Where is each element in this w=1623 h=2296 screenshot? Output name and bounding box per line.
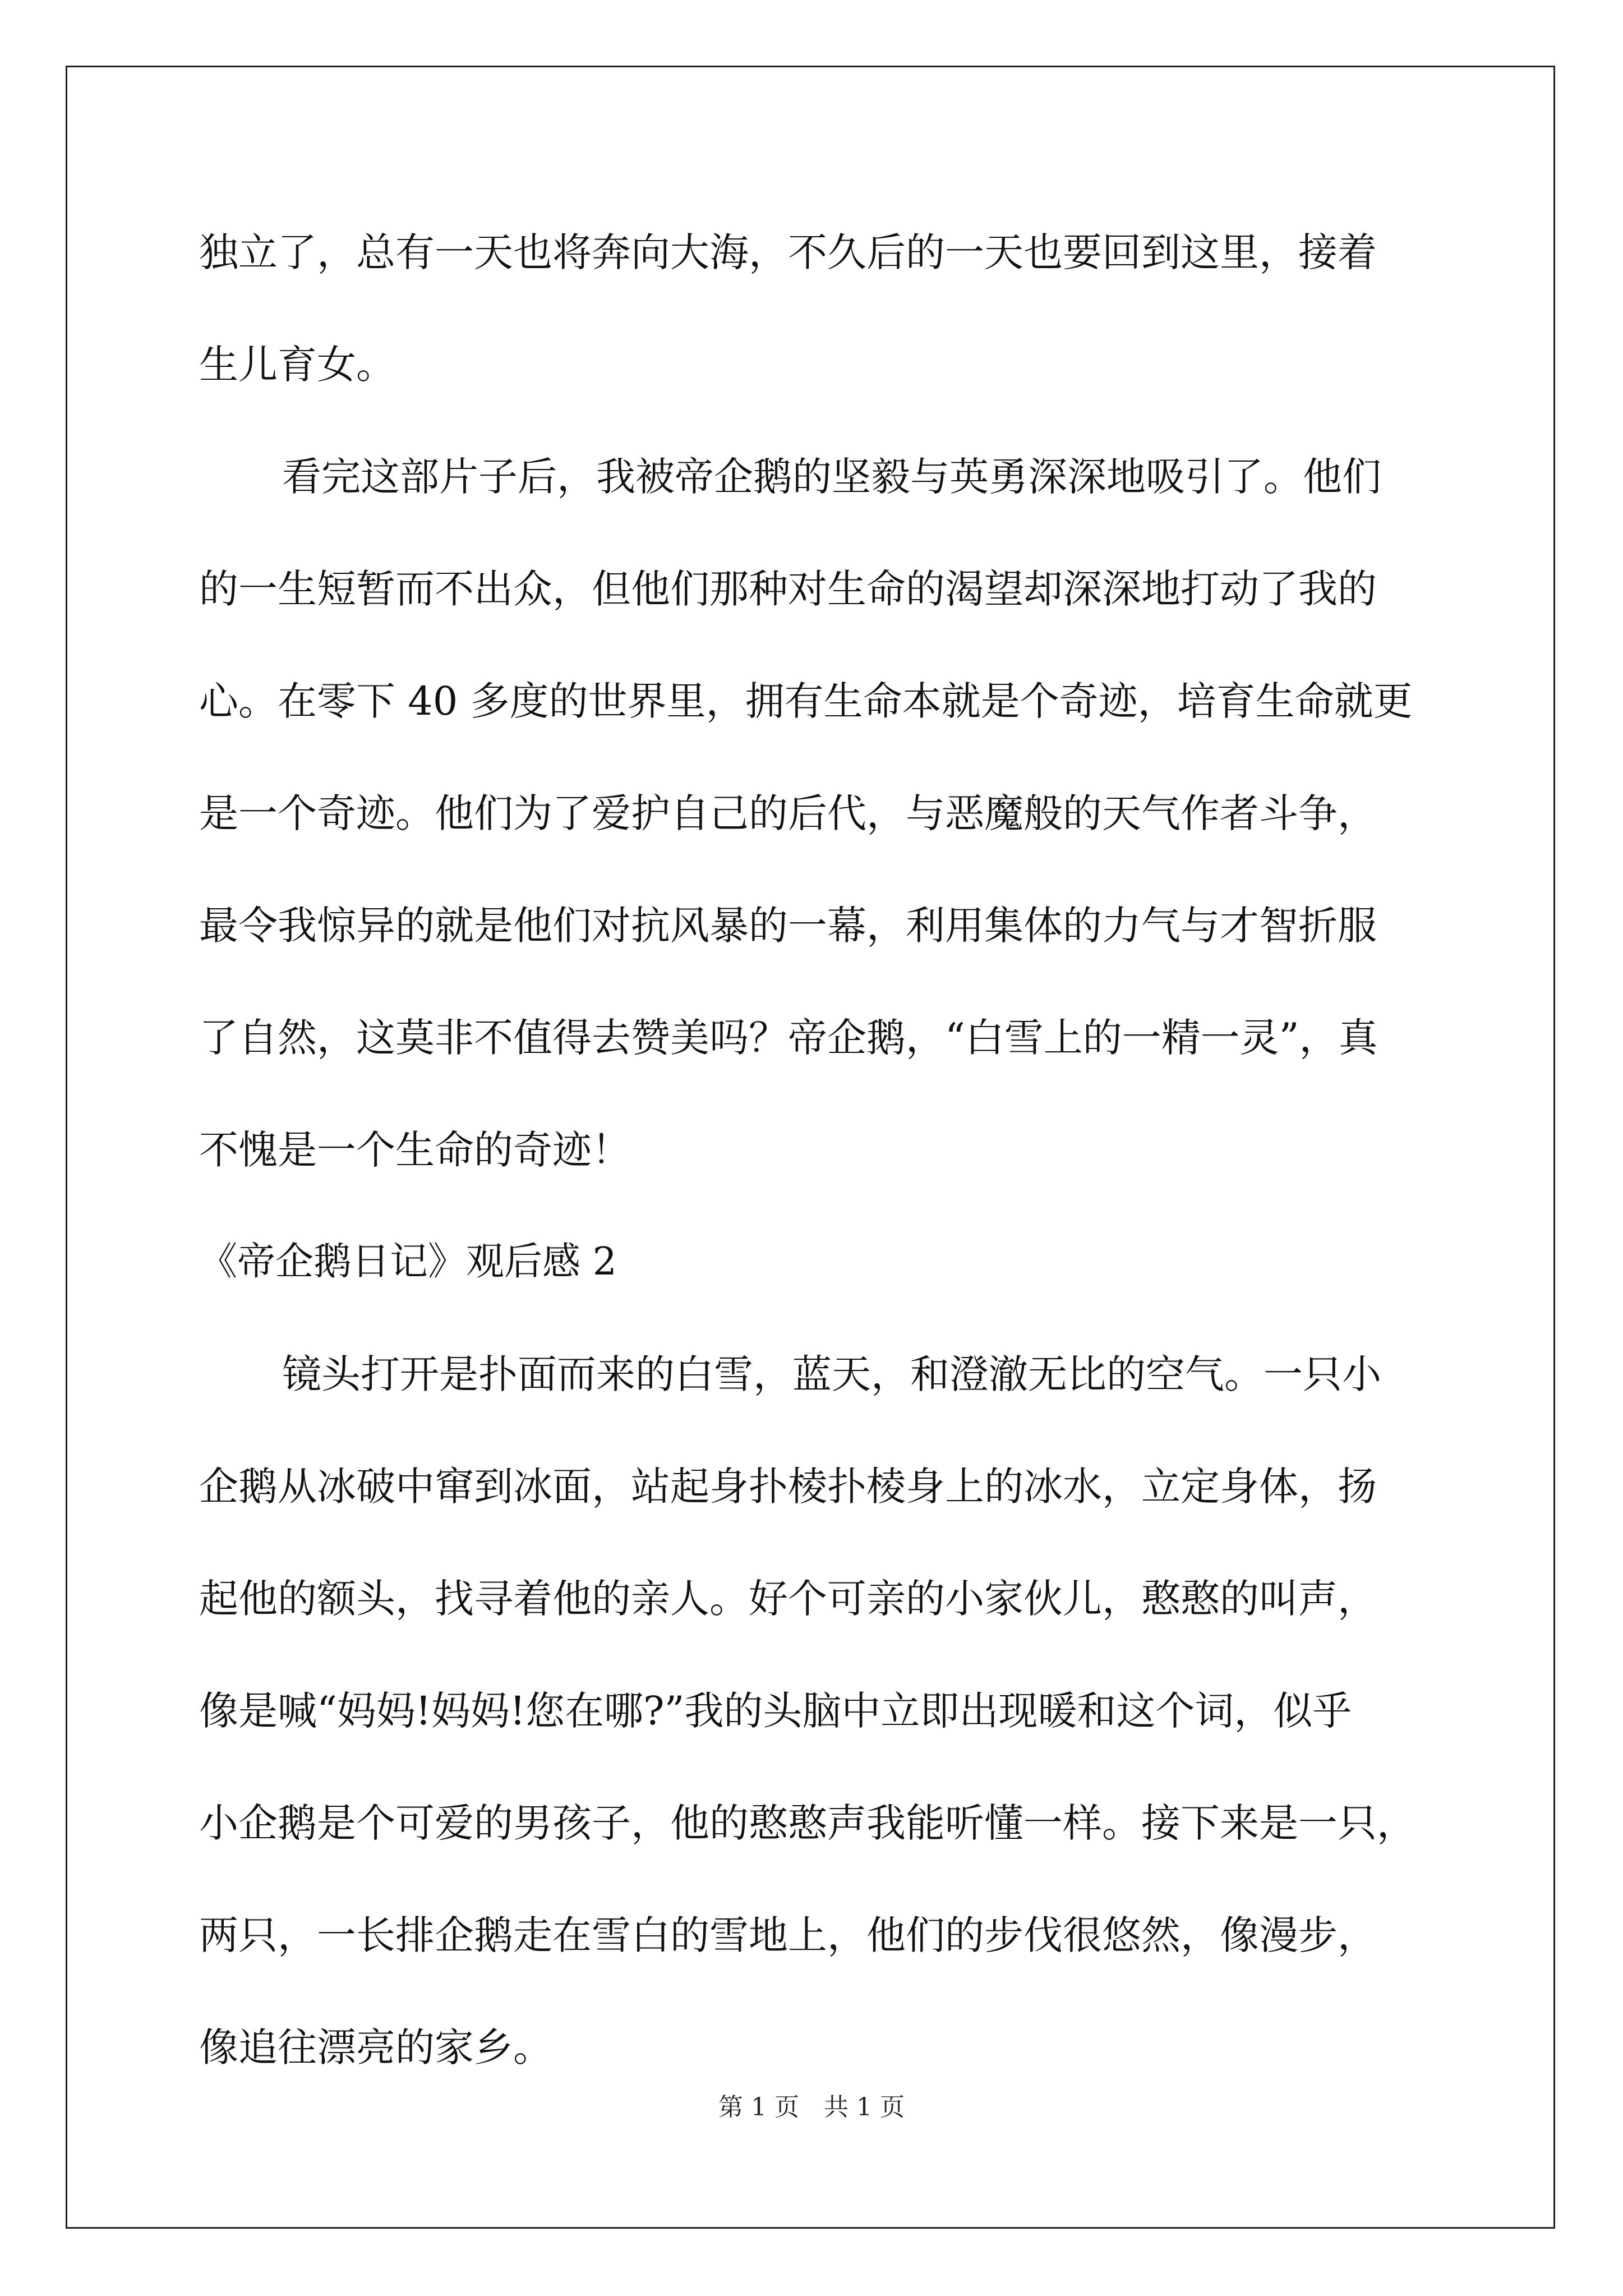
page-number-footer: 第 1 页 共 1 页: [718, 2093, 905, 2122]
paragraph-1-line-2: 生儿育女。: [199, 342, 395, 388]
paragraph-3-line-1: 镜头打开是扑面而来的白雪，蓝天，和澄澈无比的空气。一只小: [282, 1351, 1381, 1397]
document-body: [199, 216, 1433, 2123]
paragraph-2-line-3: 心。在零下 40 多度的世界里，拥有生命本就是个奇迹，培育生命就更: [199, 678, 1413, 724]
paragraph-2-line-1: 看完这部片子后，我被帝企鹅的坚毅与英勇深深地吸引了。他们: [282, 454, 1381, 500]
paragraph-2-line-4: 是一个奇迹。他们为了爱护自己的后代，与恶魔般的天气作者斗争，: [199, 790, 1377, 836]
paragraph-3-line-5: 小企鹅是个可爱的男孩子，他的憨憨声我能听懂一样。接下来是一只，: [199, 1800, 1416, 1846]
section-title: 《帝企鹅日记》观后感 2: [199, 1240, 617, 1284]
paragraph-3-line-3: 起他的额头，找寻着他的亲人。好个可亲的小家伙儿，憨憨的叫声，: [199, 1576, 1377, 1622]
paragraph-3-line-7: 像追往漂亮的家乡。: [199, 2024, 552, 2070]
paragraph-3-line-6: 两只，一长排企鹅走在雪白的雪地上，他们的步伐很悠然，像漫步，: [199, 1912, 1377, 1958]
paragraph-2-line-5: 最令我惊异的就是他们对抗风暴的一幕，利用集体的力气与才智折服: [199, 903, 1377, 949]
paragraph-2-line-7: 不愧是一个生命的奇迹！: [199, 1127, 631, 1173]
paragraph-1-line-1: 独立了，总有一天也将奔向大海，不久后的一天也要回到这里，接着: [199, 229, 1377, 275]
paragraph-3-line-4: 像是喊“妈妈!妈妈!您在哪?”我的头脑中立即出现暖和这个词，似乎: [199, 1688, 1352, 1734]
paragraph-3-line-2: 企鹅从冰破中窜到冰面，站起身扑棱扑棱身上的冰水，立定身体，扬: [199, 1464, 1377, 1510]
paragraph-2-line-6: 了自然，这莫非不值得去赞美吗？帝企鹅，“白雪上的一精一灵”，真: [199, 1015, 1378, 1061]
paragraph-2-line-2: 的一生短暂而不出众，但他们那种对生命的渴望却深深地打动了我的: [199, 566, 1377, 612]
